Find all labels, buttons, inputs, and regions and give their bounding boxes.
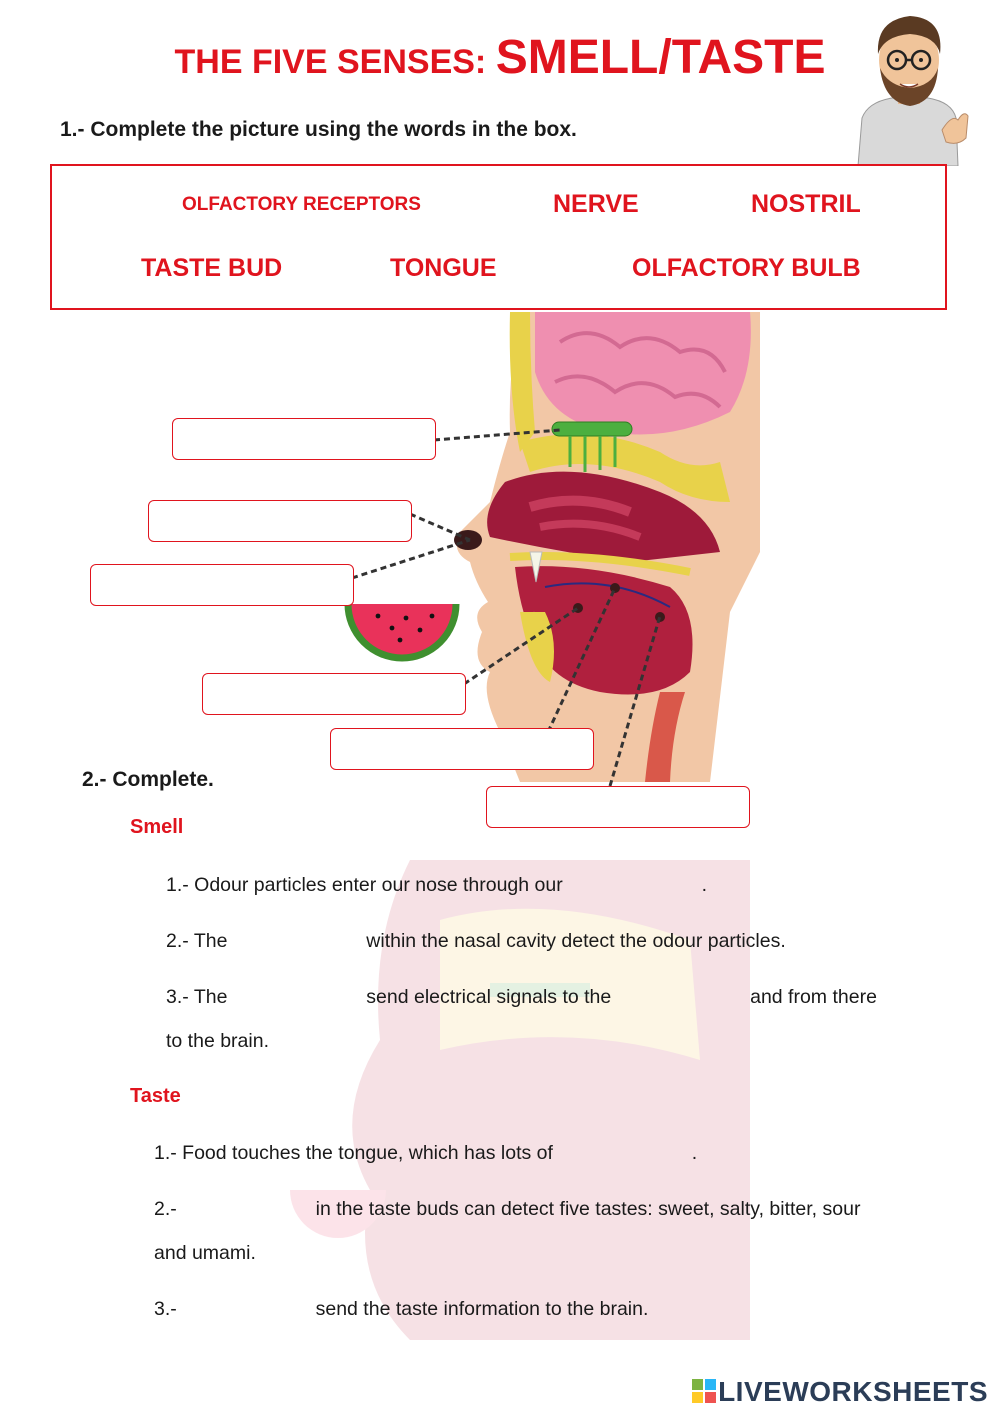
- smell-sentence-2: [166, 930, 786, 953]
- smell-s2-end: within the nasal cavity detect the odour particles.: [366, 930, 786, 952]
- smell-s3-text: 3.- The: [166, 986, 228, 1008]
- label-box-olfactory-receptors[interactable]: [148, 500, 412, 542]
- smell-s3-end: and from there: [750, 986, 877, 1008]
- exercise-2-heading: 2.- Complete.: [82, 768, 214, 791]
- smell-sentence-3-cont: to the brain.: [166, 1030, 269, 1052]
- smell-sentence-3: [166, 986, 877, 1009]
- liveworksheets-logo-icon: [692, 1379, 716, 1403]
- smell-s1-end: .: [701, 874, 707, 896]
- title-part-1: THE FIVE SENSES:: [174, 43, 496, 81]
- taste-t1-text: 1.- Food touches the tongue, which has lots of: [154, 1142, 553, 1164]
- smell-sentence-1: [166, 874, 707, 897]
- title-part-2: SMELL/TASTE: [495, 31, 826, 84]
- liveworksheets-brand-text: LIVEWORKSHEETS: [718, 1376, 988, 1407]
- label-box-olfactory-bulb[interactable]: [172, 418, 436, 460]
- word-box: [50, 164, 947, 310]
- word-tongue: TONGUE: [390, 254, 497, 282]
- taste-section-title: Taste: [130, 1085, 181, 1107]
- word-nerve: NERVE: [553, 190, 639, 218]
- taste-sentence-3: [154, 1298, 648, 1321]
- word-olfactory-receptors: OLFACTORY RECEPTORS: [182, 194, 421, 215]
- taste-t2-end: in the taste buds can detect five tastes: sweet, salty, bitter, sour: [315, 1198, 861, 1220]
- taste-sentence-1: [154, 1142, 697, 1165]
- word-nostril: NOSTRIL: [751, 190, 861, 218]
- smell-s1-text: 1.- Odour particles enter our nose through our: [166, 874, 563, 896]
- label-box-nostril[interactable]: [90, 564, 354, 606]
- taste-t2-text: 2.-: [154, 1198, 177, 1220]
- taste-t3-end: send the taste information to the brain.: [315, 1298, 649, 1320]
- taste-t1-end: .: [691, 1142, 698, 1164]
- smell-section-title: Smell: [130, 816, 184, 838]
- exercise-1-instruction: 1.- Complete the picture using the words in the box.: [60, 118, 577, 141]
- label-box-tongue[interactable]: [202, 673, 466, 715]
- liveworksheets-brand: [692, 1376, 988, 1408]
- word-olfactory-bulb: OLFACTORY BULB: [632, 254, 861, 282]
- smell-s3-middle: send electrical signals to the: [366, 986, 612, 1008]
- label-box-taste-bud[interactable]: [330, 728, 594, 770]
- taste-sentence-2: [154, 1198, 860, 1221]
- smell-s2-text: 2.- The: [166, 930, 228, 952]
- taste-t3-text: 3.-: [154, 1298, 177, 1320]
- taste-sentence-2-cont: and umami.: [154, 1242, 256, 1264]
- label-box-nerve[interactable]: [486, 786, 750, 828]
- teacher-avatar: [848, 6, 972, 166]
- word-taste-bud: TASTE BUD: [141, 254, 283, 282]
